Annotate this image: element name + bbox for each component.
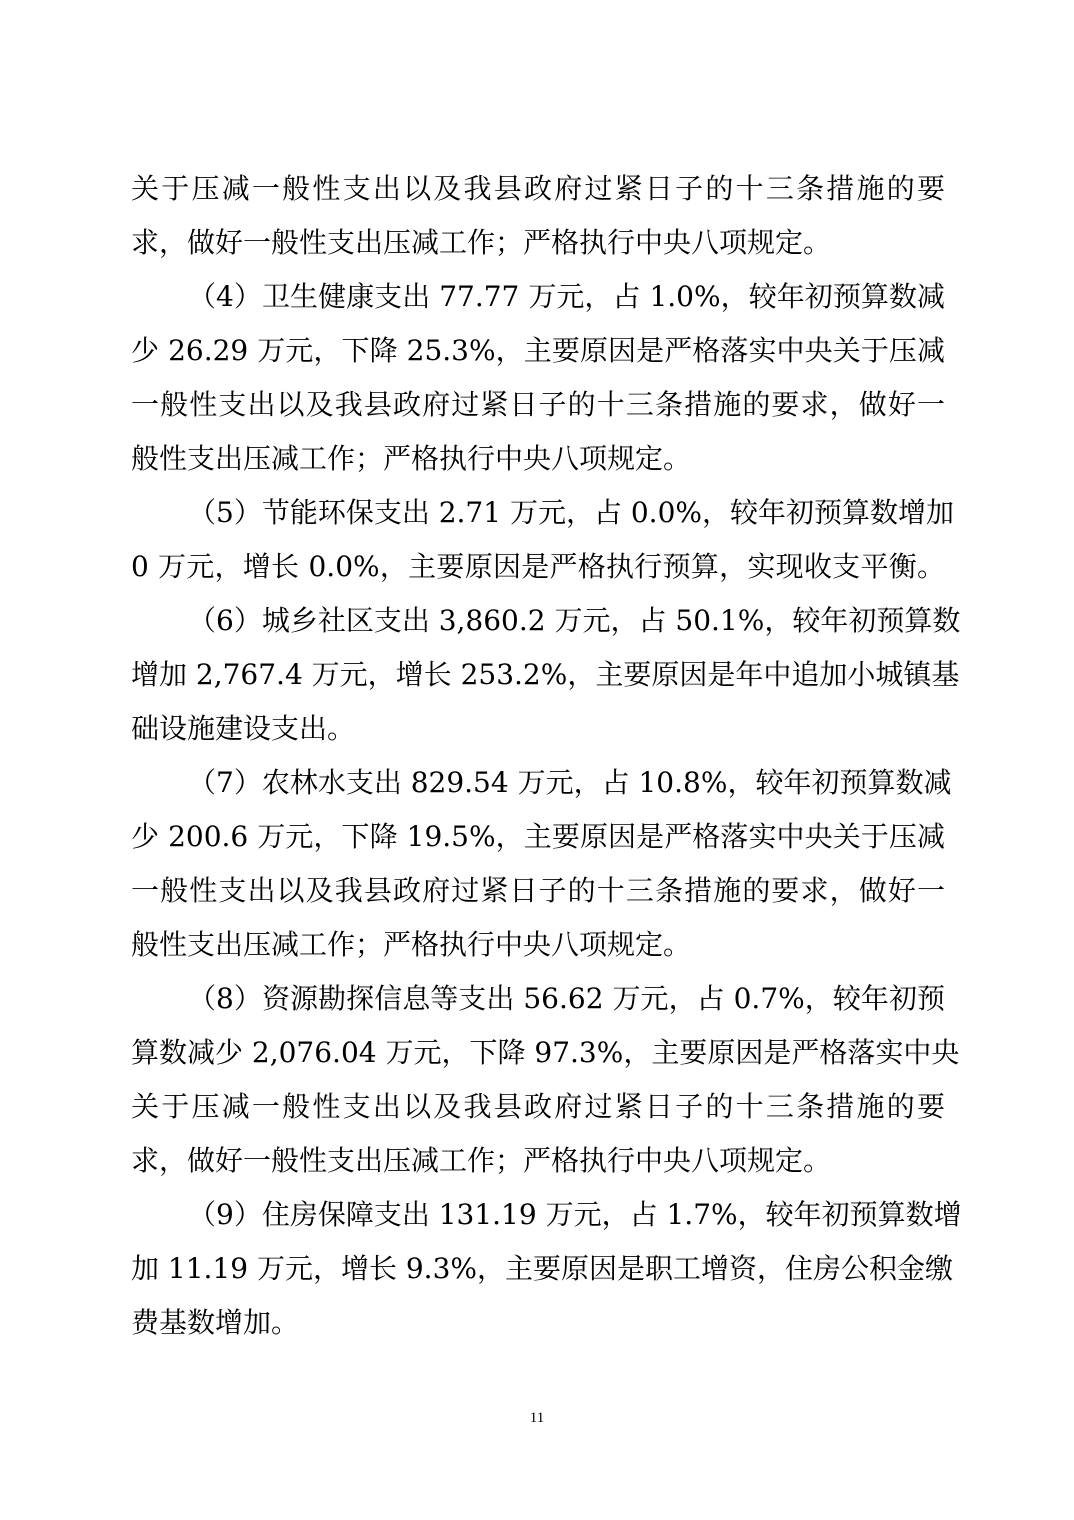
- text-line: （7）农林水支出 829.54 万元，占 10.8%，较年初预算数减: [188, 766, 952, 799]
- text-line: 求，做好一般性支出压减工作；严格执行中央八项规定。: [131, 1144, 832, 1177]
- paragraph-community-expenditure: [131, 594, 961, 756]
- text-line: 础设施建设支出。: [131, 712, 356, 745]
- text-line: 般性支出压减工作；严格执行中央八项规定。: [131, 442, 692, 475]
- document-body: [131, 162, 962, 1350]
- page-number: 11: [529, 1410, 545, 1426]
- paragraph-agriculture-expenditure: [131, 756, 952, 972]
- text-line: 少 26.29 万元，下降 25.3%，主要原因是严格落实中央关于压减: [131, 334, 945, 367]
- text-line: 求，做好一般性支出压减工作；严格执行中央八项规定。: [131, 226, 832, 259]
- text-line: 少 200.6 万元，下降 19.5%，主要原因是严格落实中央关于压减: [131, 820, 945, 853]
- text-line: 关于压减一般性支出以及我县政府过紧日子的十三条措施的要: [131, 172, 945, 205]
- paragraph-continuation: [131, 162, 945, 270]
- text-line: 加 11.19 万元，增长 9.3%，主要原因是职工增资，住房公积金缴: [131, 1252, 953, 1285]
- paragraph-environment-expenditure: [131, 486, 954, 594]
- text-line: 增加 2,767.4 万元，增长 253.2%，主要原因是年中追加小城镇基: [131, 658, 960, 691]
- text-line: （6）城乡社区支出 3,860.2 万元，占 50.1%，较年初预算数: [188, 604, 961, 637]
- text-line: 0 万元，增长 0.0%，主要原因是严格执行预算，实现收支平衡。: [131, 550, 945, 583]
- text-line: 关于压减一般性支出以及我县政府过紧日子的十三条措施的要: [131, 1090, 945, 1123]
- text-line: 算数减少 2,076.04 万元，下降 97.3%，主要原因是严格落实中央: [131, 1036, 960, 1069]
- text-line: 费基数增加。: [131, 1306, 300, 1339]
- text-line: 一般性支出以及我县政府过紧日子的十三条措施的要求，做好一: [131, 388, 945, 421]
- paragraph-resources-expenditure: [131, 972, 960, 1188]
- paragraph-housing-expenditure: [131, 1188, 962, 1350]
- text-line: （5）节能环保支出 2.71 万元，占 0.0%，较年初预算数增加: [188, 496, 954, 529]
- text-line: （4）卫生健康支出 77.77 万元，占 1.0%，较年初预算数减: [188, 280, 945, 313]
- text-line: 般性支出压减工作；严格执行中央八项规定。: [131, 928, 692, 961]
- text-line: （8）资源勘探信息等支出 56.62 万元，占 0.7%，较年初预: [188, 982, 945, 1015]
- text-line: 一般性支出以及我县政府过紧日子的十三条措施的要求，做好一: [131, 874, 945, 907]
- text-line: （9）住房保障支出 131.19 万元，占 1.7%，较年初预算数增: [188, 1198, 962, 1231]
- paragraph-health-expenditure: [131, 270, 945, 486]
